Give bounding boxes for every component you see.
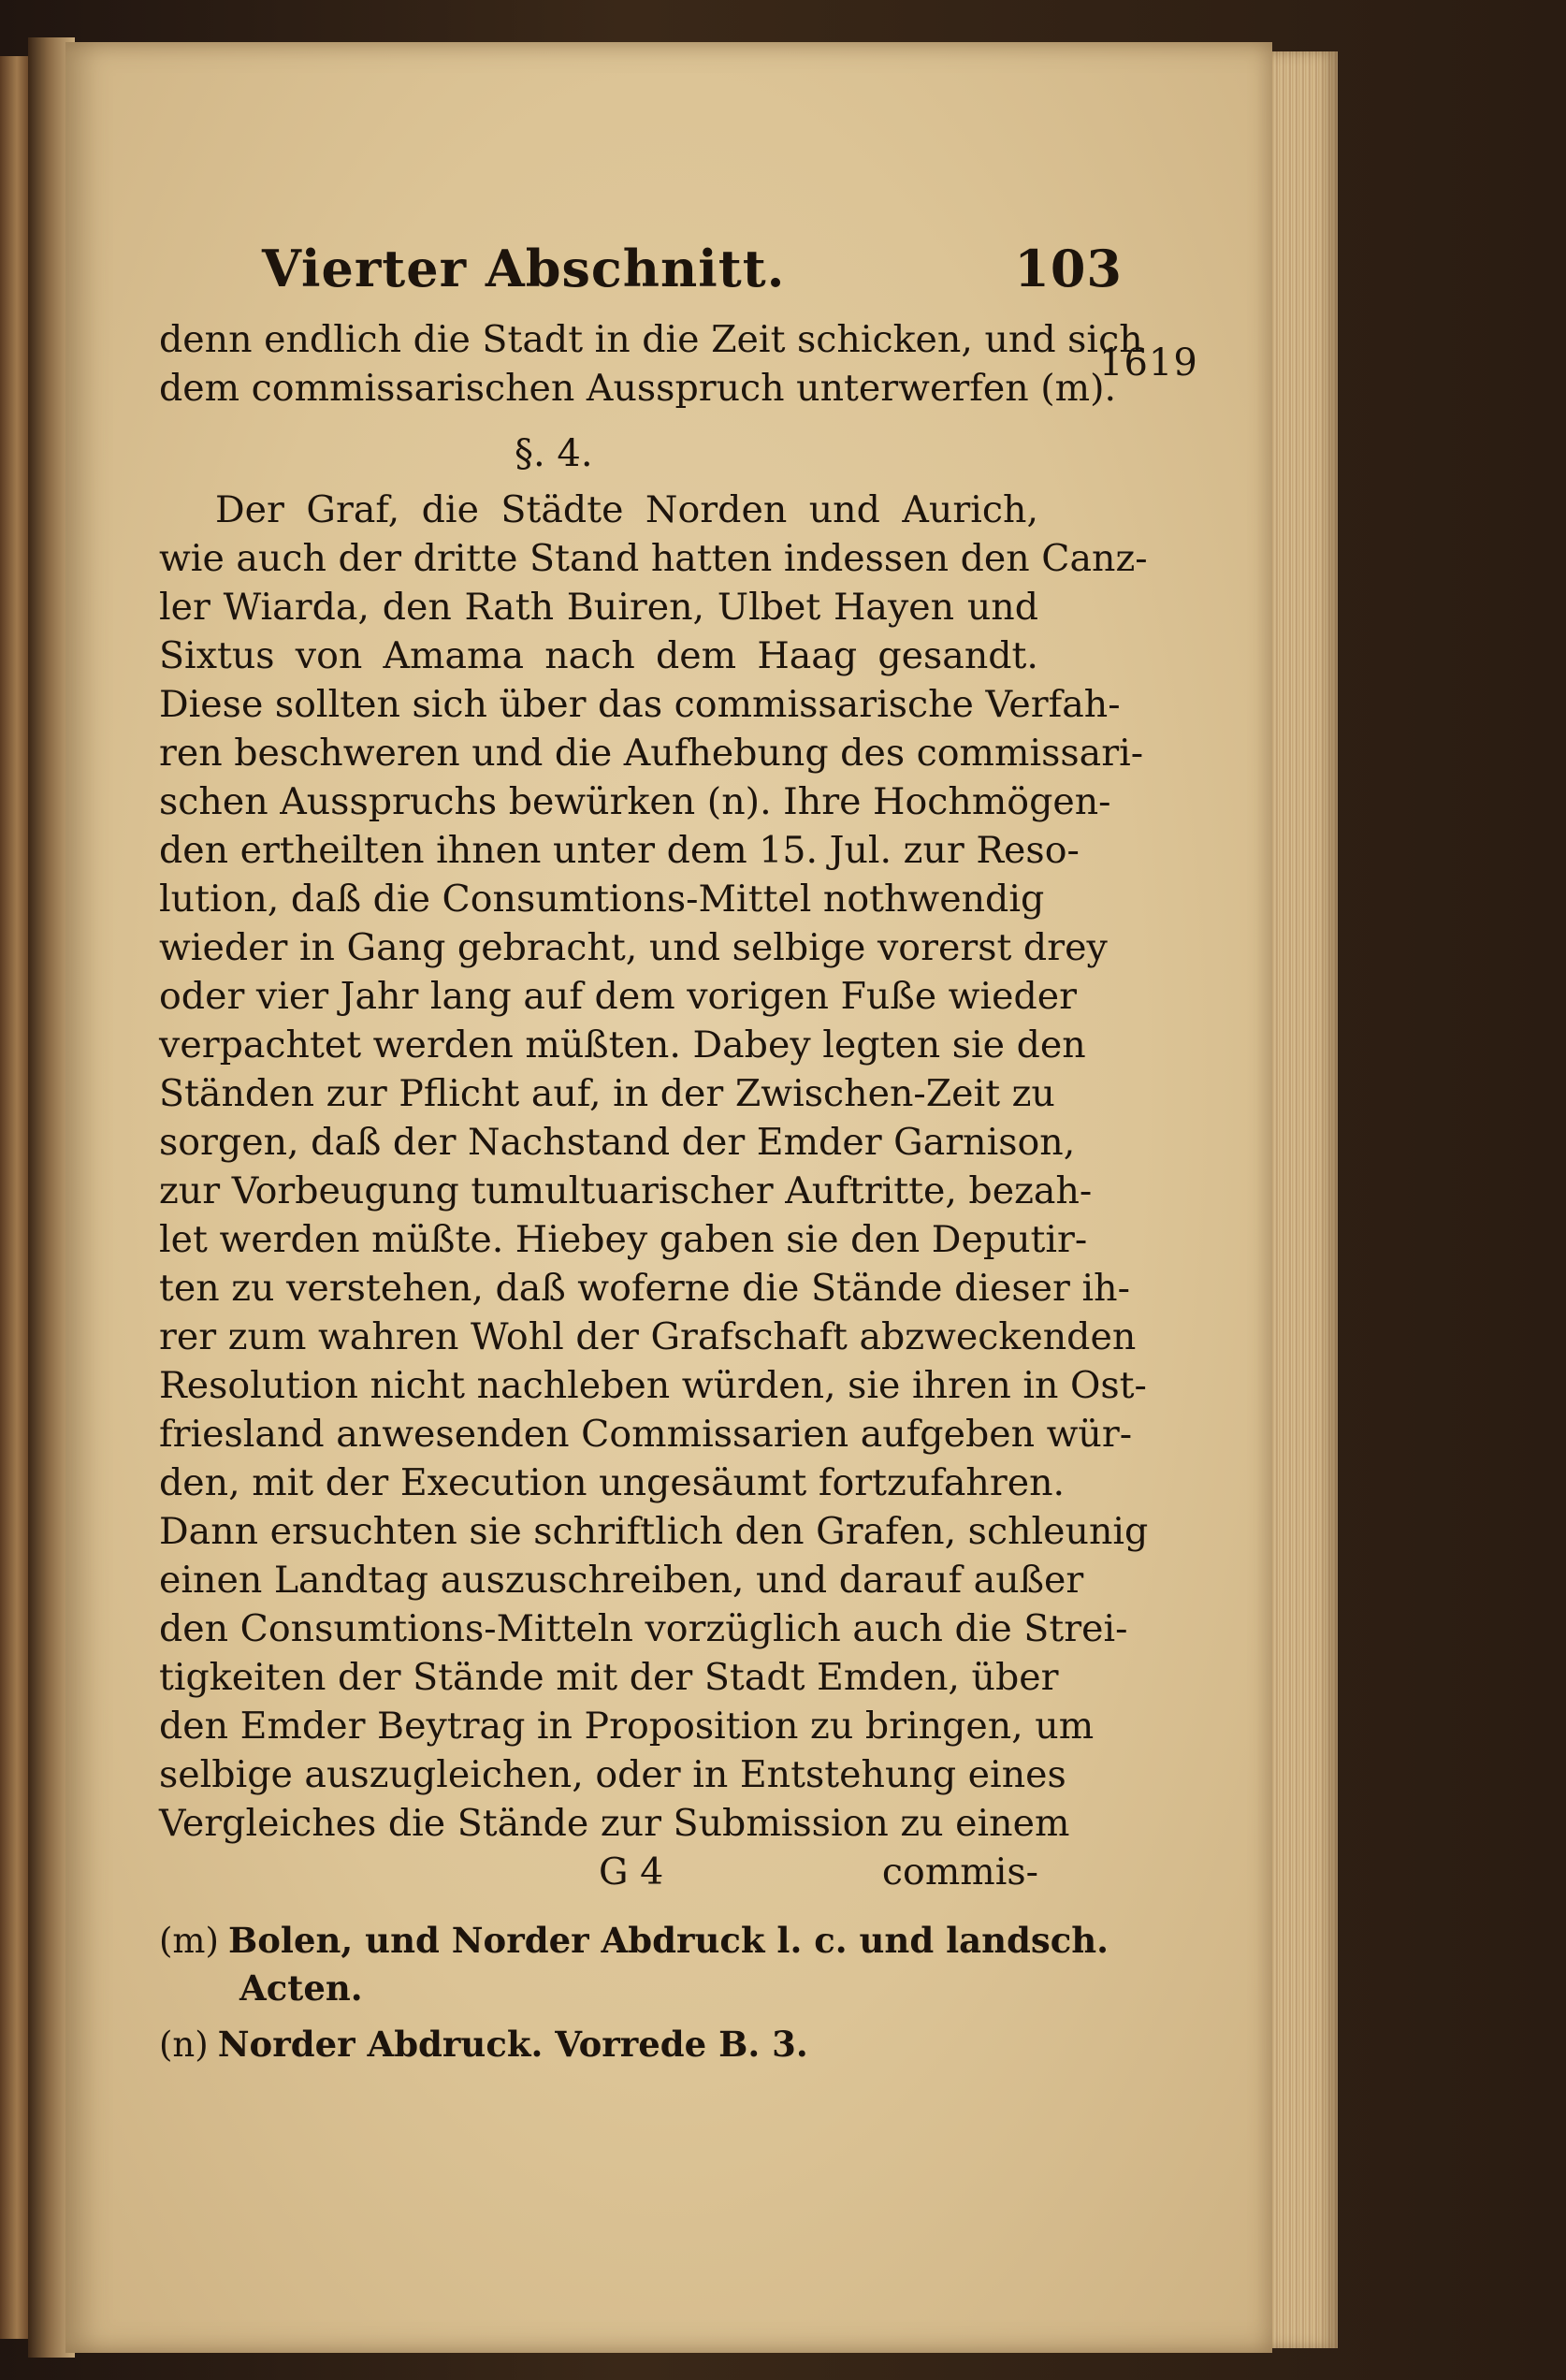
signature-line [159,1848,1038,1900]
text-line: den ertheilten ihnen unter dem 15. Jul. zur Reso- [159,829,1080,872]
text-line: schen Ausspruchs bewürken (n). Ihre Hochmögen- [159,780,1111,823]
text-line: Ständen zur Pflicht auf, in der Zwischen-Zeit zu [159,1072,1055,1115]
page-number: 103 [1014,239,1123,298]
text-line: zur Vorbeugung tumultuarischer Auftritte, bezah- [159,1169,1093,1212]
page-block-edge [1272,51,1338,2348]
text-line: den, mit der Execution ungesäumt fortzufahren. [159,1461,1066,1504]
text-line: tigkeiten der Stände mit der Stadt Emden, über [159,1656,1059,1699]
footnote-continuation: Acten. [239,1967,363,2009]
text-line: ten zu verstehen, daß woferne die Stände dieser ih- [159,1267,1130,1310]
text-line: Vergleiches die Stände zur Submission zu einem [159,1802,1070,1845]
text-line: dem commissarischen Ausspruch unterwerfen (m). [159,367,1117,410]
text-line: den Emder Beytrag in Proposition zu bringen, um [159,1705,1095,1748]
section-heading: §. 4. [515,432,593,475]
text-line: Sixtus von Amama nach dem Haag gesandt. [159,634,1038,677]
text-line: Dann ersuchten sie schriftlich den Grafen, schleunig [159,1510,1149,1553]
text-line: oder vier Jahr lang auf dem vorigen Fuße wieder [159,975,1078,1018]
footnotes [159,1917,1109,2068]
text-line: den Consumtions-Mitteln vorzüglich auch die Strei- [159,1607,1128,1650]
footnote [159,2021,1104,2068]
text-line: einen Landtag auszuschreiben, und darauf außer [159,1559,1084,1602]
text-line: ler Wiarda, den Rath Buiren, Ulbet Hayen und [159,586,1038,629]
footnote-mark: (n) [159,2024,209,2065]
footnote-text: Bolen, und Norder Abdruck l. c. und landsch. [227,1920,1109,1961]
running-title: Vierter Abschnitt. [262,239,786,298]
footnote-text: Norder Abdruck. Vorrede B. 3. [217,2024,808,2065]
text-line: lution, daß die Consumtions-Mittel nothwendig [159,878,1045,921]
text-line: sorgen, daß der Nachstand der Emder Garnison, [159,1121,1076,1164]
footnote-mark: (m) [159,1921,219,1961]
text-line: Diese sollten sich über das commissarische Verfah- [159,683,1121,726]
text-line: verpachtet werden müßten. Dabey legten sie den [159,1023,1086,1067]
text-line: ren beschweren und die Aufhebung des commissari- [159,732,1144,775]
text-line: let werden müßte. Hiebey gaben sie den Deputir- [159,1218,1088,1261]
footnote [159,1917,1109,1965]
text-line: wie auch der dritte Stand hatten indessen den Canz- [159,537,1148,580]
running-head [159,239,1123,298]
previous-page-edge [0,56,28,2339]
text-line: rer zum wahren Wohl der Grafschaft abzweckenden [159,1315,1137,1358]
text-line: friesland anwesenden Commissarien aufgeben wür- [159,1413,1133,1456]
text-line: Resolution nicht nachleben würden, sie ihren in Ost- [159,1364,1147,1407]
text-line: wieder in Gang gebracht, und selbige vorerst drey [159,926,1108,969]
text-line: Der Graf, die Städte Norden und Aurich, [215,488,1038,531]
catchword: commis- [881,1850,1038,1894]
page-text [159,239,1198,2068]
text-line: selbige auszugleichen, oder in Entstehung eines [159,1753,1066,1796]
margin-year: 1619 [1099,341,1198,385]
text-line: denn endlich die Stadt in die Zeit schicken, und sich [159,318,1143,361]
signature-mark: G 4 [599,1850,664,1894]
